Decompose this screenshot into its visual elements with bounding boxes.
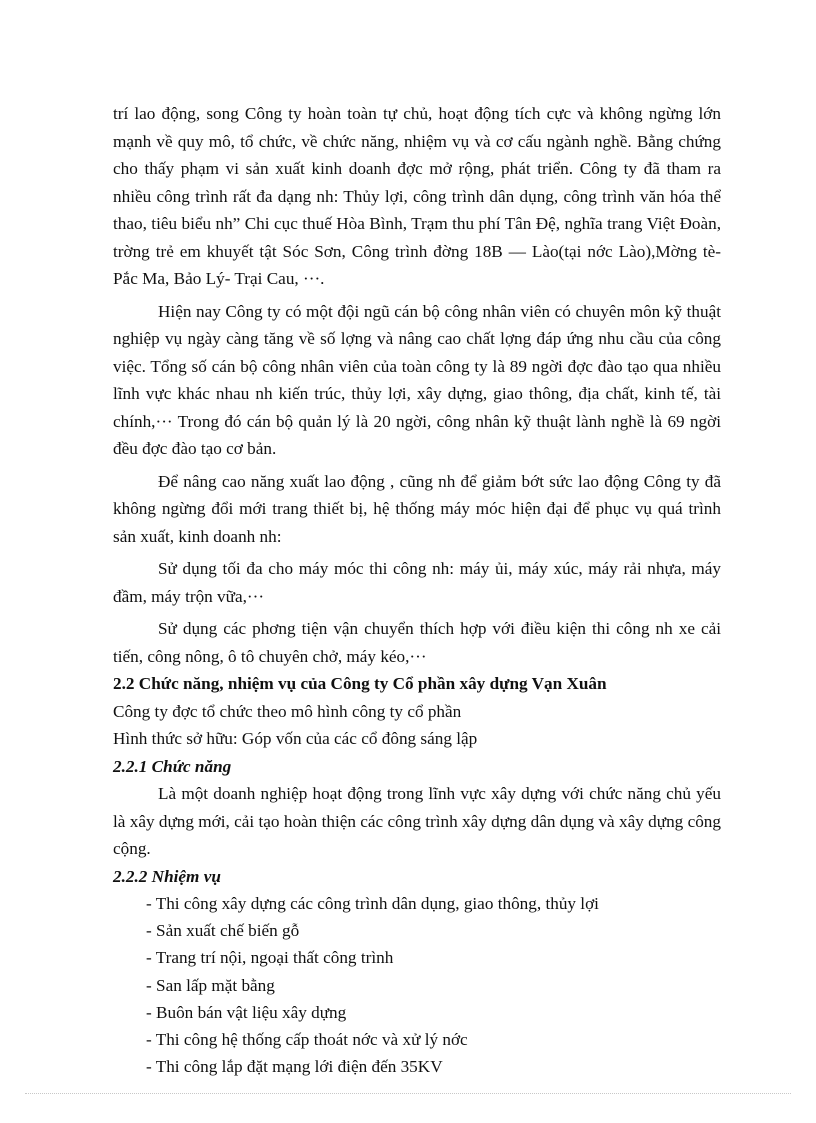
tasks-heading: 2.2.2 Nhiệm vụ	[113, 866, 221, 886]
list-item: - Thi công lắp đặt mạng lới điện đến 35KV	[146, 1057, 443, 1077]
paragraph-staff: Hiện nay Công ty có một đội ngũ cán bộ công nhân viên có chuyên môn kỹ thuật nghiệp vụ ngày càng tăng về số lợng và nâng cao chất lợng đáp ứng nhu cầu của công việc. Tổng số cán bộ công nhân viên của toàn công ty là 89 ngời đợc đào tạo qua nhiều lĩnh vực khác nhau nh kiến trúc, thủy lợi, xây dựng, giao thông, địa chất, kinh tế, tài chính,··· Trong đó cán bộ quản lý là 20 ngời, công nhân kỹ thuật lành nghề là 69 ngời đều đợc đào tạo cơ bản.	[113, 301, 721, 458]
paragraph-transport: Sử dụng các phơng tiện vận chuyển thích hợp với điều kiện thi công nh xe cải tiến, công nông, ô tô chuyên chở, máy kéo,···	[113, 619, 721, 666]
list-item: - Thi công xây dựng các công trình dân dụng, giao thông, thủy lợi	[146, 894, 599, 913]
tasks-list	[113, 890, 721, 1080]
list-item: - Trang trí nội, ngoại thất công trình	[146, 948, 394, 968]
paragraph-equipment: Để nâng cao năng xuất lao động , cũng nh để giảm bớt sức lao động Công ty đã không ngừng đổi mới trang thiết bị, hệ thống máy móc hiện đại để phục vụ quá trình sản xuất, kinh doanh nh:	[113, 471, 721, 546]
list-item: - Buôn bán vật liệu xây dựng	[146, 1002, 347, 1022]
function-heading: 2.2.1 Chức năng	[113, 756, 232, 776]
paragraph-company-growth: trí lao động, song Công ty hoàn toàn tự chủ, hoạt động tích cực và không ngừng lớn mạnh về quy mô, tổ chức, về chức năng, nhiệm vụ và cơ cấu ngành nghề. Bằng chứng cho thấy phạm vi sản xuất kinh doanh đợc mở rộng, phát triển. Công ty đã tham ra nhiều công trình rất đa dạng nh: Thủy lợi, công trình dân dụng, công trình văn hóa thể thao, tiêu biểu nh” Chi cục thuế Hòa Bình, Trạm thu phí Tân Đệ, nghĩa trang Việt Đoàn, trờng trẻ em khuyết tật Sóc Sơn, Công trình đờng 18B — Lào(tại nớc Lào),Mờng tè- Pắc Ma, Bảo Lý- Trại Cau, ···.	[113, 104, 721, 288]
list-item: - San lấp mặt bằng	[146, 975, 275, 995]
section-heading: 2.2 Chức năng, nhiệm vụ của Công ty Cổ phần xây dựng Vạn Xuân	[113, 674, 607, 693]
page-footer-rule	[25, 1093, 791, 1094]
ownership-line: Hình thức sở hữu: Góp vốn của các cổ đông sáng lập	[113, 729, 478, 748]
list-item: - Thi công hệ thống cấp thoát nớc và xử lý nớc	[146, 1030, 468, 1050]
org-model-line: Công ty đợc tổ chức theo mô hình công ty cổ phần	[113, 701, 462, 721]
paragraph-machinery: Sử dụng tối đa cho máy móc thi công nh: máy ủi, máy xúc, máy rải nhựa, máy đầm, máy trộn vữa,···	[113, 559, 721, 606]
function-paragraph: Là một doanh nghiệp hoạt động trong lĩnh vực xây dựng với chức năng chủ yếu là xây dựng mới, cải tạo hoàn thiện các công trình xây dựng dân dụng và xây dựng công cộng.	[113, 784, 721, 858]
document-page	[113, 100, 721, 1080]
list-item: - Sản xuất chế biến gỗ	[146, 921, 300, 941]
